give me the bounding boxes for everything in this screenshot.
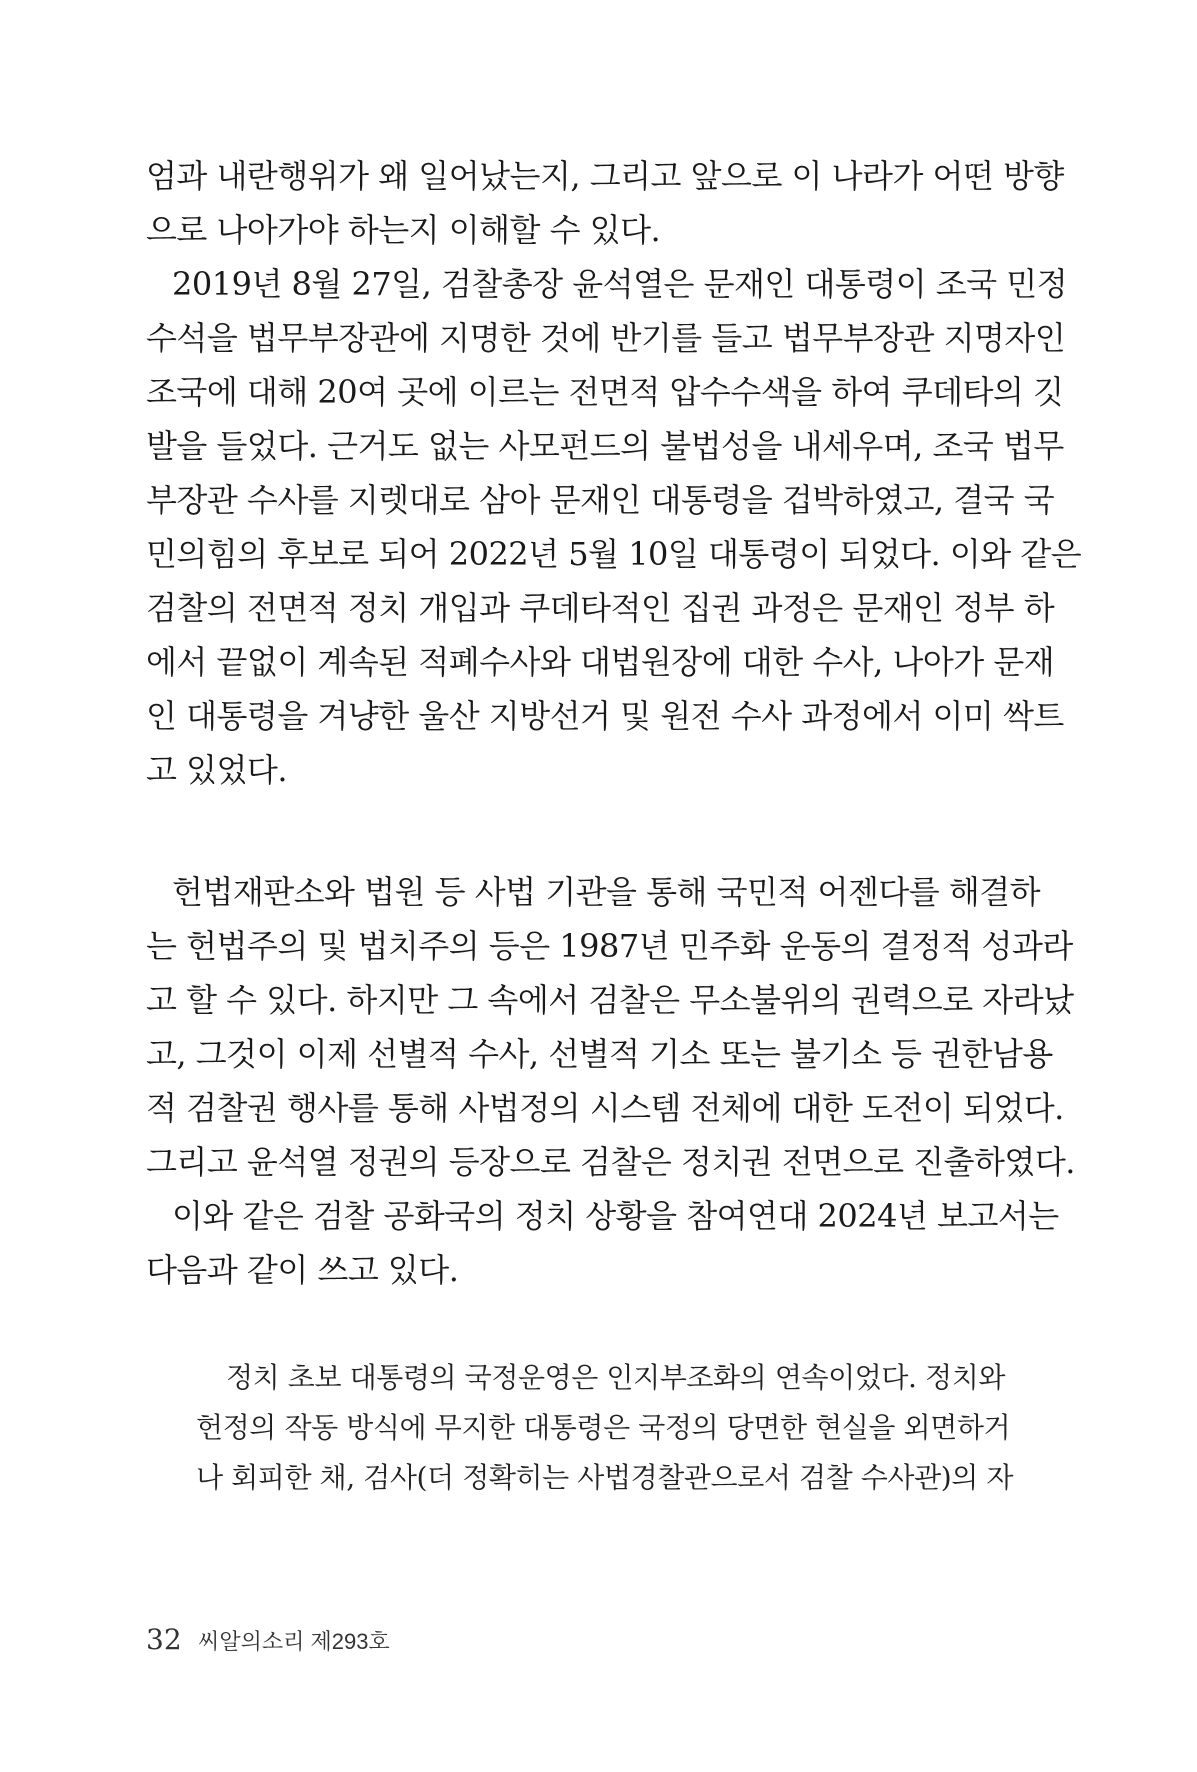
text-line: 고 있었다. [146,751,287,789]
quote-line: 나 회피한 채, 검사(더 정확히는 사법경찰관으로서 검찰 수사관)의 자 [196,1461,1014,1494]
text-line: 으로 나아가야 하는지 이해할 수 있다. [146,211,661,249]
text-line: 적 검찰권 행사를 통해 사법정의 시스템 전체에 대한 도전이 되었다. [146,1089,1064,1127]
text-line: 고 할 수 있다. 하지만 그 속에서 검찰은 무소불위의 권력으로 자라났 [146,981,1074,1019]
quote-line: 헌정의 작동 방식에 무지한 대통령은 국정의 당면한 현실을 외면하거 [196,1411,1011,1444]
text-line: 검찰의 전면적 정치 개입과 쿠데타적인 집권 과정은 문재인 정부 하 [146,589,1055,627]
page-footer [146,1620,390,1660]
text-line: 그리고 윤석열 정권의 등장으로 검찰은 정치권 전면으로 진출하였다. [146,1143,1075,1181]
text-line: 2019년 8월 27일, 검찰총장 윤석열은 문재인 대통령이 조국 민정 [172,265,1068,303]
text-line: 는 헌법주의 및 법치주의 등은 1987년 민주화 운동의 결정적 성과라 [146,927,1073,965]
text-line: 고, 그것이 이제 선별적 수사, 선별적 기소 또는 불기소 등 권한남용 [146,1035,1053,1073]
text-line: 부장관 수사를 지렛대로 삼아 문재인 대통령을 겁박하였고, 결국 국 [146,481,1055,519]
text-line: 헌법재판소와 법원 등 사법 기관을 통해 국민적 어젠다를 해결하 [172,873,1041,911]
text-line: 발을 들었다. 근거도 없는 사모펀드의 불법성을 내세우며, 조국 법무 [146,427,1064,465]
text-line: 이와 같은 검찰 공화국의 정치 상황을 참여연대 2024년 보고서는 [172,1197,1059,1235]
publication-title: 씨알의소리 제293호 [198,1629,390,1654]
page-number: 32 [146,1623,182,1656]
quote-line: 정치 초보 대통령의 국정운영은 인지부조화의 연속이었다. 정치와 [226,1361,1006,1394]
text-line: 인 대통령을 겨냥한 울산 지방선거 및 원전 수사 과정에서 이미 싹트 [146,697,1064,735]
text-line: 에서 끝없이 계속된 적폐수사와 대법원장에 대한 수사, 나아가 문재 [146,643,1055,681]
text-line: 다음과 같이 쓰고 있다. [146,1251,459,1289]
text-line: 조국에 대해 20여 곳에 이르는 전면적 압수수색을 하여 쿠데타의 깃 [146,373,1064,411]
text-line: 엄과 내란행위가 왜 일어났는지, 그리고 앞으로 이 나라가 어떤 방향 [146,157,1064,195]
text-line: 수석을 법무부장관에 지명한 것에 반기를 들고 법무부장관 지명자인 [146,319,1066,357]
text-line: 민의힘의 후보로 되어 2022년 5월 10일 대통령이 되었다. 이와 같은 [146,535,1082,573]
